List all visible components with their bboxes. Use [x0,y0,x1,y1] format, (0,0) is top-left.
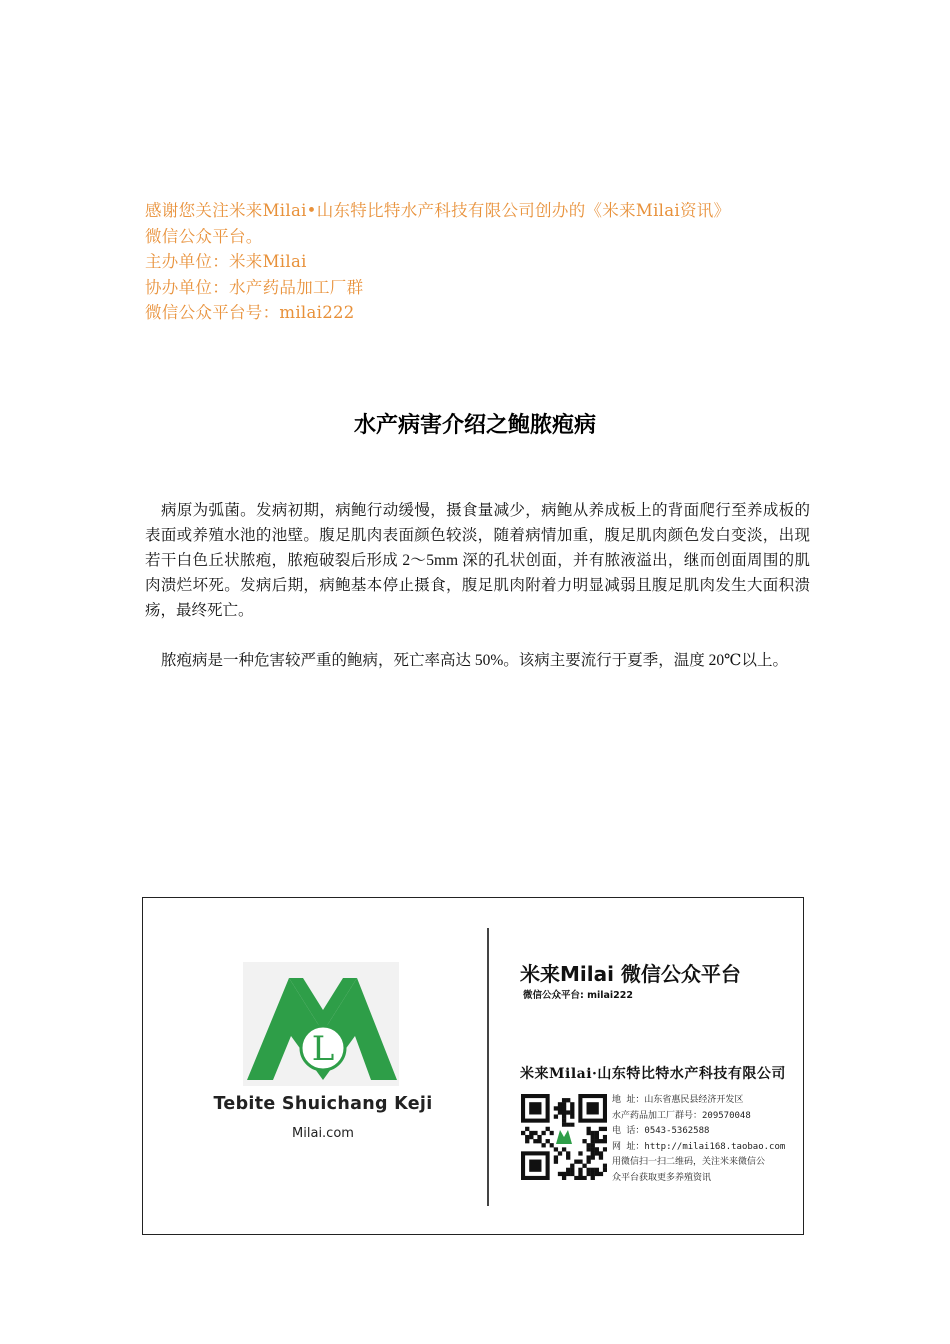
company-name: 米来Milai·山东特比特水产科技有限公司 [520,1066,786,1082]
card-divider [487,928,489,1206]
contact-info [612,1093,785,1186]
milai-logo-icon [243,962,399,1086]
intro-wechat-id: 微信公众平台号：milai222 [145,303,355,322]
website-line: 网 址：http://milai168.taobao.com [612,1141,786,1152]
platform-subtitle: 微信公众平台: milai222 [523,990,634,1001]
phone-line: 电 话：0543-5362588 [612,1126,710,1136]
article-title: 水产病害介绍之鲍脓疱病 [353,412,596,438]
intro-line: 微信公众平台。 [145,226,263,246]
intro-line: 感谢您关注米来Milai•山东特比特水产科技有限公司创办的《米来Milai资讯》 [145,201,731,220]
logo-letter: L [311,1029,335,1069]
qr-code-icon [521,1094,607,1180]
brand-website: Milai.com [292,1126,354,1141]
intro-block [145,198,825,326]
business-card [142,897,804,1235]
address-line: 地 址：山东省惠民县经济开发区 [612,1095,744,1105]
article-paragraph: 脓疱病是一种危害较严重的鲍病，死亡率高达 50%。该病主要流行于夏季，温度 20℃以上。 [161,652,789,669]
milai-logo [243,962,399,1086]
scan-hint-line: 用微信扫一扫二维码，关注米来微信公 [612,1157,766,1167]
intro-host: 主办单位：米来Milai [145,252,307,271]
brand-english-name: Tebite Shuichang Keji [213,1094,433,1114]
scan-hint-line: 众平台获取更多养殖资讯 [612,1172,712,1183]
group-line: 水产药品加工厂群号：209570048 [612,1110,751,1121]
article-paragraph: 病原为弧菌。发病初期，病鲍行动缓慢，摄食量减少，病鲍从养成板上的背面爬行至养成板的表面或养殖水池的池壁。腹足肌肉表面颜色较淡，随着病情加重，腹足肌肉颜色发白变淡，出现若干白色丘状脓疱，脓疱破裂后形成 2～5mm 深的孔状创面，并有脓液溢出，继而创面周围的肌肉溃烂坏死。发病后期，病鲍基本停止摄食，腹足肌肉附着力明显减弱且腹足肌肉发生大面积溃疡，最终死亡。 [145,502,810,619]
intro-co-host: 协办单位：水产药品加工厂群 [145,277,364,297]
platform-title: 米来Milai 微信公众平台 [520,962,741,986]
